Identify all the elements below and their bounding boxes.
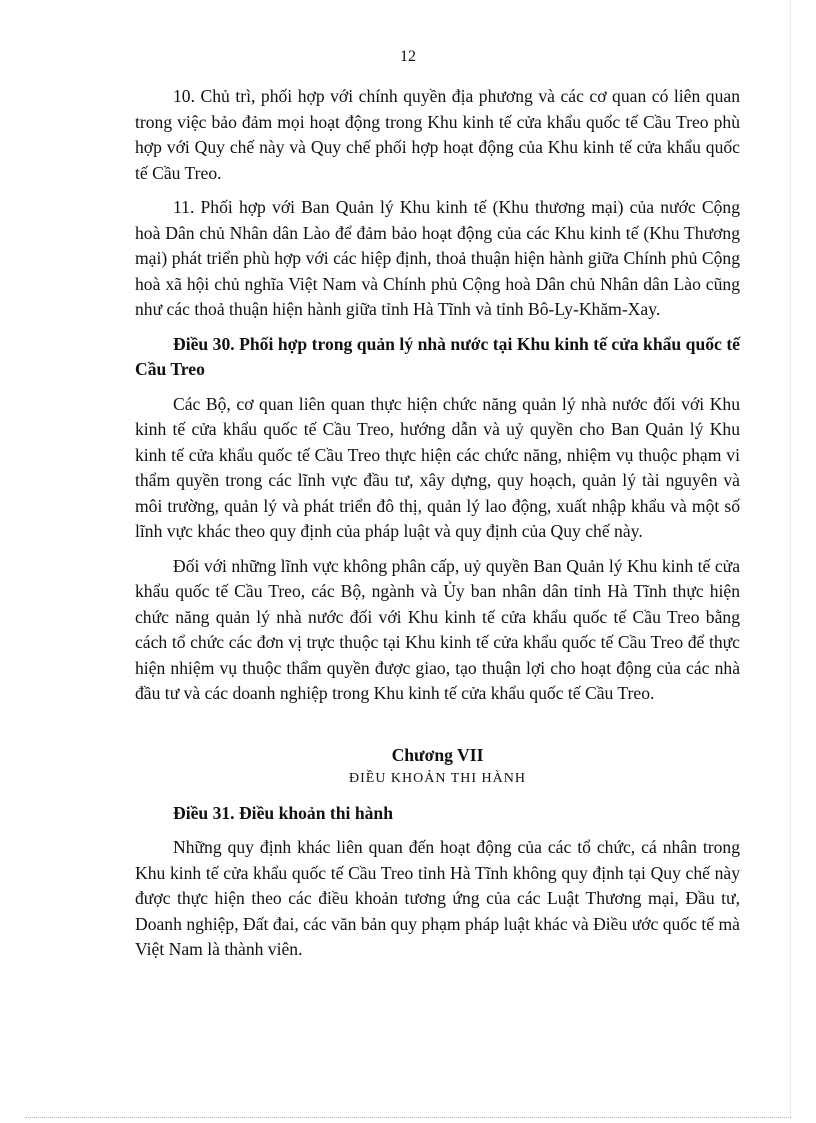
article-30-paragraph-2: Đối với những lĩnh vực không phân cấp, uỷ quyền Ban Quản lý Khu kinh tế cửa khẩu quốc tế Cầu Treo, các Bộ, ngành và Ủy ban nhân dân tỉnh Hà Tĩnh thực hiện chức năng quản lý nhà nước đối với Khu kinh tế cửa khẩu quốc tế Cầu Treo bằng cách tổ chức các đơn vị trực thuộc tại Khu kinh tế cửa khẩu quốc tế Cầu Treo để thực hiện nhiệm vụ thuộc thẩm quyền được giao, tạo thuận lợi cho hoạt động của các nhà đầu tư và các doanh nghiệp trong Khu kinh tế cửa khẩu quốc tế Cầu Treo. xyxy=(135,555,740,703)
article-30-heading: Điều 30. Phối hợp trong quản lý nhà nước tại Khu kinh tế cửa khẩu quốc tế Cầu Treo xyxy=(135,333,740,379)
chapter-title: Chương VII xyxy=(391,744,484,765)
page-number: 12 xyxy=(400,48,416,65)
article-31-heading: Điều 31. Điều khoản thi hành xyxy=(173,802,393,823)
chapter-heading-block xyxy=(135,743,740,789)
chapter-subtitle: ĐIỀU KHOẢN THI HÀNH xyxy=(349,770,526,786)
page-edge-divider xyxy=(790,0,791,1117)
document-body xyxy=(135,84,740,972)
article-30-paragraph-1: Các Bộ, cơ quan liên quan thực hiện chức năng quản lý nhà nước đối với Khu kinh tế cửa khẩu quốc tế Cầu Treo, hướng dẫn và uỷ quyền cho Ban Quản lý Khu kinh tế cửa khẩu quốc tế Cầu Treo thực hiện các chức năng, nhiệm vụ thuộc phạm vi thẩm quyền trong các lĩnh vực đầu tư, xây dựng, quy hoạch, quản lý tài nguyên và môi trường, quản lý và phát triển đô thị, quản lý lao động, xuất nhập khẩu và một số lĩnh vực khác theo quy định của pháp luật và quy định của Quy chế này. xyxy=(135,393,740,541)
clause-11-paragraph: 11. Phối hợp với Ban Quản lý Khu kinh tế (Khu thương mại) của nước Cộng hoà Dân chủ Nhân dân Lào để đảm bảo hoạt động của các Khu kinh tế (Khu Thương mại) phát triển phù hợp với các hiệp định, thoả thuận hiện hành giữa Chính phủ Cộng hoà xã hội chủ nghĩa Việt Nam và Chính phủ Cộng hoà Dân chủ Nhân dân Lào cũng như các thoả thuận hiện hành giữa tỉnh Hà Tĩnh và tỉnh Bô-Ly-Khăm-Xay. xyxy=(135,197,740,319)
clause-10-paragraph: 10. Chủ trì, phối hợp với chính quyền địa phương và các cơ quan có liên quan trong việc bảo đảm mọi hoạt động trong Khu kinh tế cửa khẩu quốc tế Cầu Treo phù hợp với Quy chế này và Quy chế phối hợp hoạt động của Khu kinh tế cửa khẩu quốc tế Cầu Treo. xyxy=(135,86,740,183)
page-bottom-divider xyxy=(25,1117,791,1118)
article-31-paragraph-1: Những quy định khác liên quan đến hoạt động của các tổ chức, cá nhân trong Khu kinh tế cửa khẩu quốc tế Cầu Treo tỉnh Hà Tĩnh không quy định tại Quy chế này được thực hiện theo các điều khoản tương ứng của các Luật Thương mại, Đầu tư, Doanh nghiệp, Đất đai, các văn bản quy phạm pháp luật khác và Điều ước quốc tế mà Việt Nam là thành viên. xyxy=(135,837,740,959)
